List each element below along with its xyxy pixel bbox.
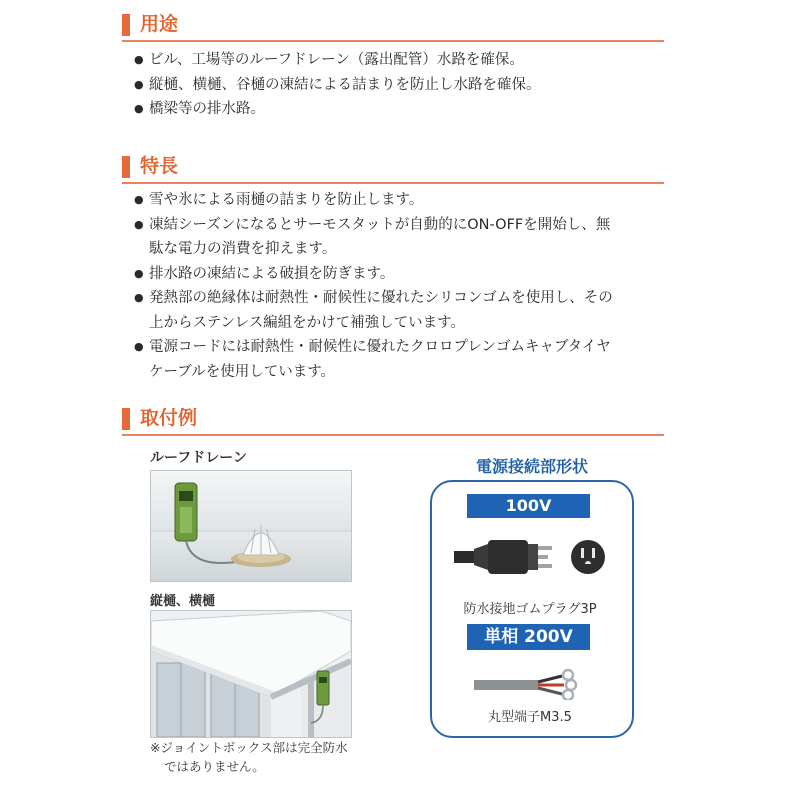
- section-marker: [122, 408, 130, 430]
- plug-label: 防水接地ゴムプラグ3P: [463, 602, 597, 617]
- section-marker: [122, 14, 130, 36]
- section-title-examples: 取付例: [140, 407, 198, 429]
- list-item: ● ビル、工場等のルーフドレーン（露出配管）水路を確保。: [134, 48, 541, 73]
- terminal-label: 丸型端子M3.5: [488, 710, 572, 725]
- plug-illustration: [450, 528, 620, 586]
- list-item: ● 発熱部の絶縁体は耐熱性・耐候性に優れたシリコンゴムを使用し、その: [134, 286, 613, 311]
- list-item-continuation: 駄な電力の消費を抑えます。: [149, 241, 337, 257]
- list-item: ● 凍結シーズンになるとサーモスタットが自動的にON-OFFを開始し、無: [134, 213, 613, 238]
- section-divider: [122, 40, 664, 42]
- section-marker: [122, 156, 130, 178]
- list-item: ● 電源コードには耐熱性・耐候性に優れたクロロプレンゴムキャブタイヤ: [134, 335, 613, 360]
- usage-list: [134, 48, 541, 122]
- list-item: ● 橋梁等の排水路。: [134, 97, 541, 122]
- section-divider: [122, 182, 664, 184]
- list-item-continuation: 上からステンレス編組をかけて補強しています。: [149, 314, 466, 331]
- section-header-examples: [122, 406, 664, 432]
- section-header-usage: [122, 12, 664, 38]
- list-item: ● 縦樋、横樋、谷樋の凍結による詰まりを防止し水路を確保。: [134, 73, 541, 98]
- section-title-features: 特長: [140, 155, 179, 177]
- list-item: ● 排水路の凍結による破損を防ぎます。: [134, 262, 613, 287]
- connector-title: 電源接続部形状: [475, 457, 588, 476]
- roof-drain-illustration: [150, 470, 352, 582]
- note-line: ※ジョイントボックス部は完全防水: [150, 740, 348, 755]
- section-header-features: [122, 154, 664, 180]
- gutter-caption: 縦樋、横樋: [150, 594, 216, 609]
- gutter-illustration: [150, 610, 352, 738]
- section-divider: [122, 434, 664, 436]
- roof-drain-caption: ルーフドレーン: [150, 450, 248, 466]
- voltage-100-badge: 100V: [467, 494, 590, 518]
- list-item-continuation: ケーブルを使用しています。: [149, 363, 336, 380]
- features-list: [134, 188, 613, 384]
- note-line: ではありません。: [164, 759, 265, 774]
- list-item: ● 雪や氷による雨樋の詰まりを防止します。: [134, 188, 613, 213]
- section-title-usage: 用途: [140, 13, 179, 35]
- voltage-200-badge: 単相 200V: [467, 624, 590, 650]
- waterproof-note: [150, 738, 348, 776]
- terminal-illustration: [470, 668, 600, 700]
